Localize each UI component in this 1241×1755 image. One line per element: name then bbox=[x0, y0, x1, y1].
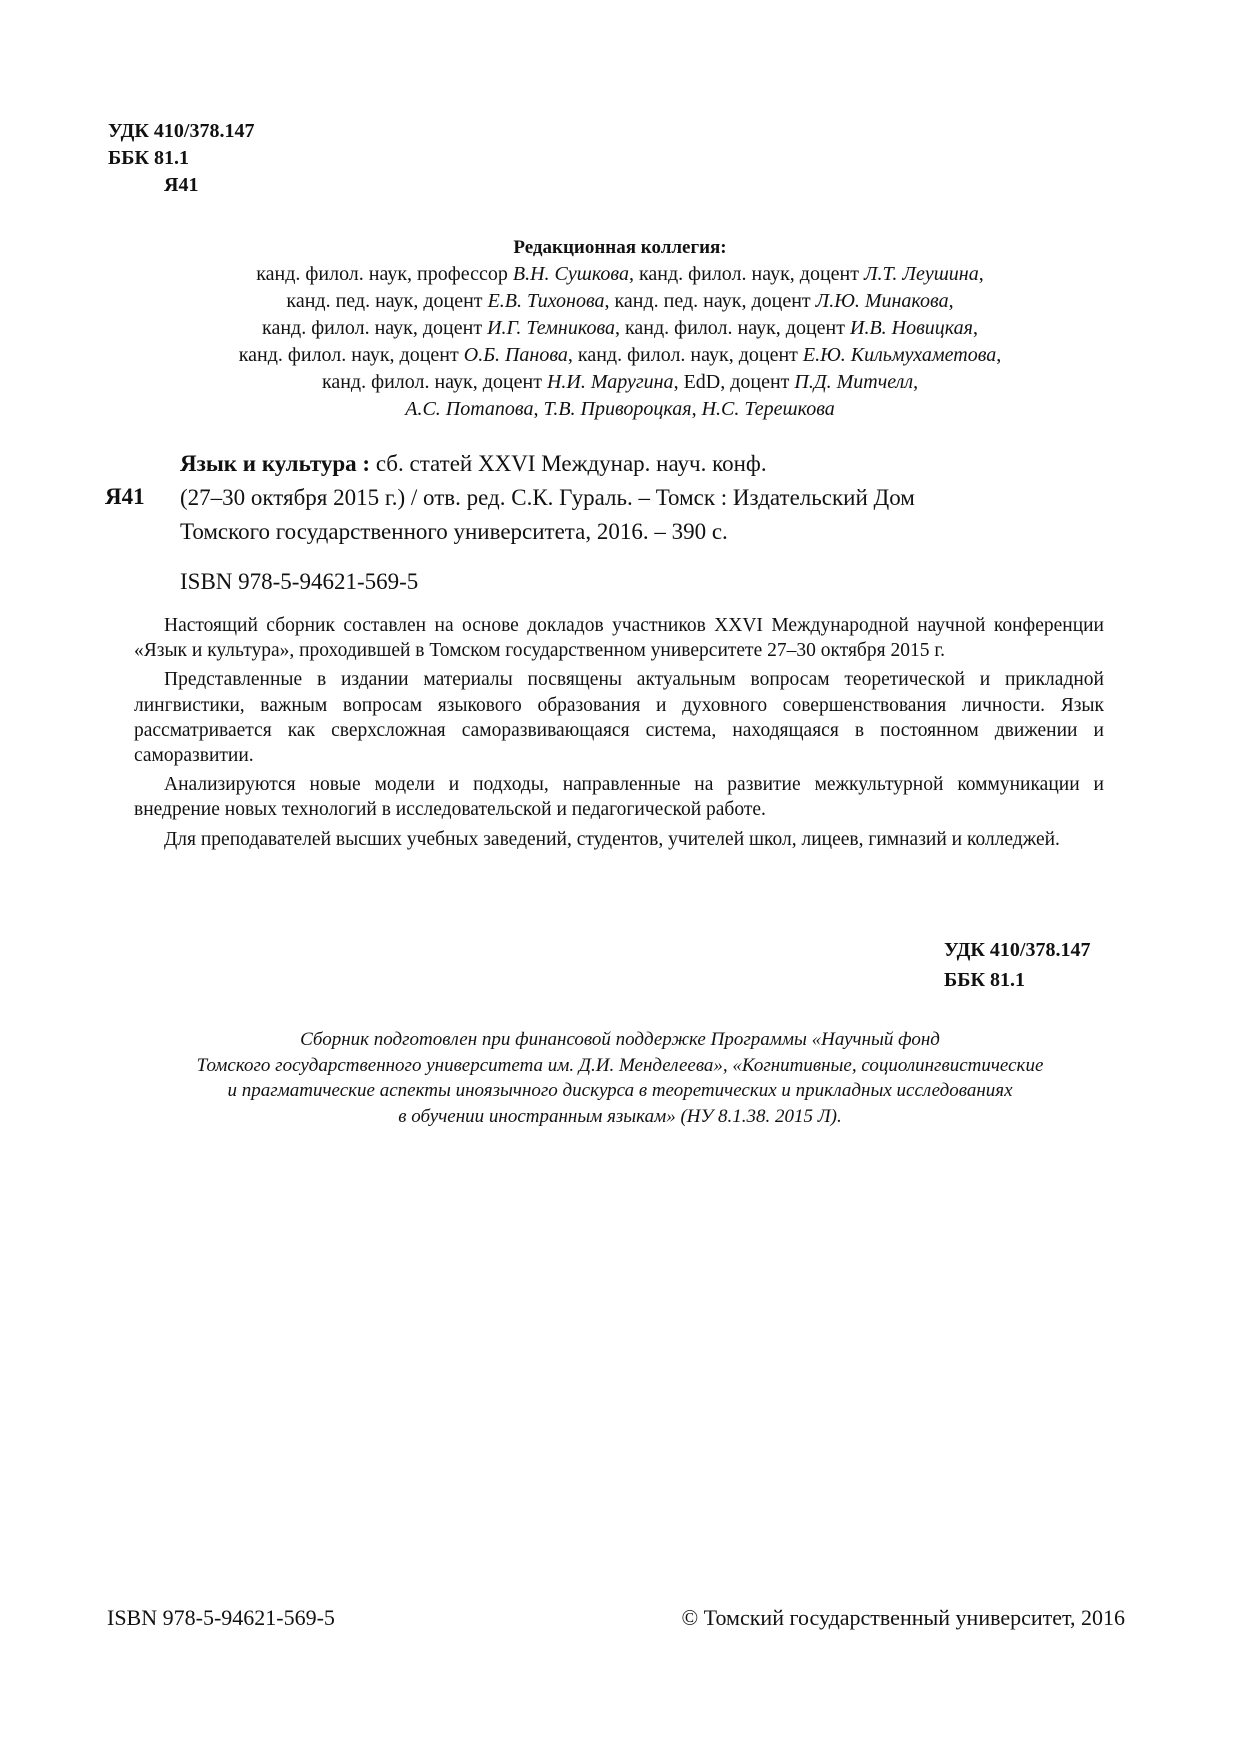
annotation-paragraph: Настоящий сборник составлен на основе докладов участников XXVI Международной научной конференции «Язык и культура», проходившей в Томском государственном университете 27–30 октября 2015 г. bbox=[134, 615, 1104, 662]
funding-line: и прагматические аспекты иноязычного дискурса в теоретических и прикладных исследованиях bbox=[227, 1080, 1013, 1101]
bibliographic-author-mark: Я41 bbox=[105, 484, 145, 509]
footer-isbn: ISBN 978-5-94621-569-5 bbox=[107, 1605, 335, 1630]
author-mark: Я41 bbox=[164, 174, 199, 196]
member-title: , bbox=[533, 398, 544, 420]
member-title: , канд. филол. наук, доцент bbox=[567, 344, 803, 366]
member-name: И.В. Новицкая bbox=[850, 317, 973, 339]
bbk-code: ББК 81.1 bbox=[108, 147, 189, 169]
member-title: канд. филол. наук, профессор bbox=[256, 263, 513, 285]
member-name: Н.С. Терешкова bbox=[701, 398, 835, 420]
udk-code: УДК 410/378.147 bbox=[108, 120, 255, 142]
editorial-board-line bbox=[100, 261, 1140, 288]
member-name: И.Г. Темникова bbox=[487, 317, 615, 339]
member-title: , bbox=[996, 344, 1002, 366]
member-title: , bbox=[972, 317, 978, 339]
member-title: , канд. филол. наук, доцент bbox=[628, 263, 864, 285]
bib-isbn: ISBN 978-5-94621-569-5 bbox=[180, 569, 419, 594]
bib-line-1 bbox=[180, 447, 1080, 481]
member-name: Т.В. Привороцкая bbox=[543, 398, 692, 420]
member-title: канд. филол. наук, доцент bbox=[321, 371, 547, 393]
book-title: Язык и культура : bbox=[180, 451, 371, 476]
editorial-board-members bbox=[100, 261, 1140, 423]
annotation-paragraph: Представленные в издании материалы посвящены актуальным вопросам теоретической и прикладной лингвистики, важным вопросам языкового образования и духовного совершенствования личности. Язык рассматривается как сверхсложная саморазвивающаяся система, находящаяся в постоянном движении и саморазвитии. bbox=[134, 669, 1104, 767]
annotation-paragraph: Анализируются новые модели и подходы, направленные на развитие межкультурной коммуникации и внедрение новых технологий в исследовательской и педагогической работе. bbox=[134, 774, 1104, 821]
funding-line: в обучении иностранным языкам» (НУ 8.1.38. 2015 Л). bbox=[398, 1105, 842, 1127]
member-title: , bbox=[948, 290, 954, 312]
member-title: , bbox=[978, 263, 984, 285]
classification-block-bottom bbox=[944, 935, 1090, 995]
member-name: Л.Ю. Минакова bbox=[815, 290, 949, 312]
member-title: канд. пед. наук, доцент bbox=[286, 290, 488, 312]
member-title: , bbox=[913, 371, 919, 393]
bbk-code-bottom: ББК 81.1 bbox=[944, 969, 1025, 991]
editorial-board-line bbox=[100, 288, 1140, 315]
bibliographic-record bbox=[180, 447, 1080, 599]
member-title: , bbox=[691, 398, 702, 420]
editorial-board-line bbox=[100, 396, 1140, 423]
member-title: , канд. филол. наук, доцент bbox=[614, 317, 850, 339]
editorial-board-line bbox=[100, 342, 1140, 369]
bib-line-3: Томского государственного университета, 2016. – 390 с. bbox=[180, 519, 728, 544]
member-title: канд. филол. наук, доцент bbox=[262, 317, 488, 339]
funding-line: Сборник подготовлен при финансовой поддержке Программы «Научный фонд bbox=[300, 1029, 940, 1050]
bib-line-2: (27–30 октября 2015 г.) / отв. ред. С.К. Гураль. – Томск : Издательский Дом bbox=[180, 485, 915, 510]
editorial-board bbox=[100, 234, 1140, 423]
funding-line: Томского государственного университета им. Д.И. Менделеева», «Когнитивные, социолингвистические bbox=[196, 1054, 1044, 1076]
member-name: О.Б. Панова bbox=[463, 344, 568, 366]
member-name: Н.И. Маругина bbox=[546, 371, 674, 393]
annotation-paragraph: Для преподавателей высших учебных заведений, студентов, учителей школ, лицеев, гимназий и колледжей. bbox=[164, 828, 1060, 850]
footer-copyright: © Томский государственный университет, 2016 bbox=[681, 1605, 1125, 1630]
editorial-board-line bbox=[100, 369, 1140, 396]
classification-block-top bbox=[108, 118, 254, 199]
member-name: Е.Ю. Кильмухаметова bbox=[802, 344, 997, 366]
annotation bbox=[134, 613, 1104, 856]
member-name: П.Д. Митчелл bbox=[794, 371, 914, 393]
member-name: В.Н. Сушкова bbox=[512, 263, 629, 285]
member-name: Е.В. Тихонова bbox=[487, 290, 605, 312]
member-title: , канд. пед. наук, доцент bbox=[604, 290, 816, 312]
editorial-board-title: Редакционная коллегия: bbox=[513, 237, 727, 258]
udk-code-bottom: УДК 410/378.147 bbox=[944, 939, 1091, 961]
member-title: канд. филол. наук, доцент bbox=[238, 344, 464, 366]
editorial-board-line bbox=[100, 315, 1140, 342]
member-title: , EdD, доцент bbox=[673, 371, 795, 393]
bib-line-1-rest: сб. статей XXVI Междунар. науч. конф. bbox=[370, 451, 767, 476]
member-name: Л.Т. Леушина bbox=[864, 263, 979, 285]
funding-note bbox=[90, 1027, 1150, 1129]
member-name: А.С. Потапова bbox=[405, 398, 534, 420]
